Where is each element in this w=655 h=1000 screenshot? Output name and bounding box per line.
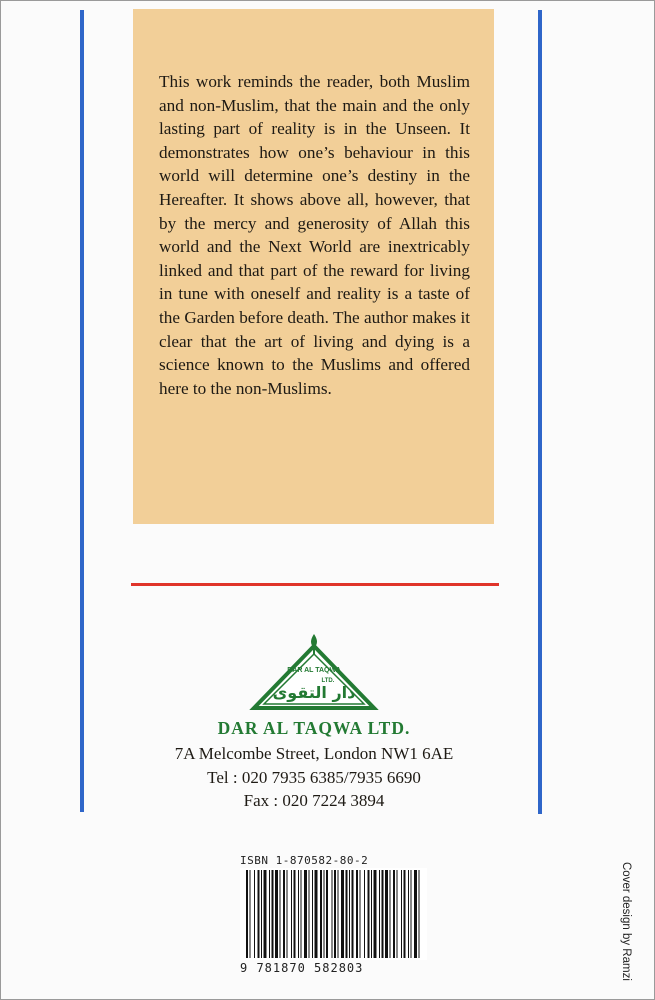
barcode-bar — [269, 870, 270, 958]
barcode-bar — [341, 870, 344, 958]
barcode-bar — [390, 870, 391, 958]
barcode-bar — [374, 870, 377, 958]
blurb-text: This work reminds the reader, both Muslim and non-Muslim, that the main and the only lasting part of reality is in the Unseen. It demonstrates how one’s behaviour in this world will determine one’s destiny in the Hereafter. It shows above all, however, that by the mercy and generosity of Allah this world and the Next World are inextricably linked and that part of the reward for living in tune with oneself and reality is a taste of the Garden before death. The author makes it clear that the art of living and dying is a science known to the Muslims and offered here to the non-Muslims. — [159, 72, 470, 398]
barcode-bar — [411, 870, 412, 958]
barcode-bar — [356, 870, 358, 958]
barcode-bar — [283, 870, 285, 958]
barcode-bar — [368, 870, 370, 958]
publisher-fax: Fax : 020 7224 3894 — [243, 791, 385, 810]
right-blue-rule — [538, 10, 542, 814]
barcode-bar — [301, 870, 302, 958]
barcode-bar — [371, 870, 372, 958]
isbn-label: ISBN 1-870582-80-2 — [240, 854, 369, 867]
barcode-bar — [280, 870, 281, 958]
barcode-bar — [364, 870, 365, 958]
logo-ltd-text: LTD. — [321, 678, 335, 684]
barcode-bar — [298, 870, 299, 958]
barcode-bar — [393, 870, 395, 958]
barcode-bar — [408, 870, 409, 958]
barcode-bar — [404, 870, 406, 958]
barcode-bar — [379, 870, 380, 958]
barcode-bar — [304, 870, 307, 958]
barcode-bar — [275, 870, 278, 958]
barcode-bar — [250, 870, 251, 958]
barcode-bar — [338, 870, 339, 958]
barcode-bar — [254, 870, 255, 958]
barcode-bar — [360, 870, 361, 958]
barcode-bar — [349, 870, 350, 958]
publisher-logo — [246, 632, 382, 714]
publisher-tel: Tel : 020 7935 6385/7935 6690 — [207, 768, 421, 787]
barcode-bar — [294, 870, 296, 958]
publisher-name: DAR AL TAQWA LTD. — [217, 718, 411, 738]
barcode-bar — [401, 870, 402, 958]
barcode-bar — [352, 870, 354, 958]
barcode-bar — [324, 870, 325, 958]
barcode-bar — [385, 870, 388, 958]
barcode-bar — [246, 870, 248, 958]
cover-design-credit: Cover design by Ramzi — [620, 862, 632, 981]
barcode-bar — [264, 870, 267, 958]
barcode-bar — [291, 870, 292, 958]
barcode-bar — [258, 870, 260, 958]
left-blue-rule — [80, 10, 84, 812]
logo-arabic-text: دار التقوى — [272, 683, 356, 702]
barcode-bar — [261, 870, 262, 958]
barcode-bar — [272, 870, 274, 958]
barcode-bar — [312, 870, 313, 958]
barcode-bar — [414, 870, 417, 958]
barcode-bar — [334, 870, 336, 958]
publisher-address: 7A Melcombe Street, London NW1 6AE — [174, 744, 454, 763]
logo-ring-text: DAR AL TAQWA — [287, 667, 341, 674]
barcode-bar — [382, 870, 384, 958]
barcode-bar — [397, 870, 398, 958]
barcode-bar — [332, 870, 333, 958]
barcode-bar — [309, 870, 310, 958]
barcode-bar — [419, 870, 420, 958]
barcode-bar — [315, 870, 318, 958]
barcode-bar — [346, 870, 348, 958]
barcode-bar — [320, 870, 322, 958]
red-divider — [131, 583, 499, 586]
barcode-bar — [287, 870, 288, 958]
barcode-digits: 9 781870 582803 — [240, 961, 364, 975]
barcode-bar — [326, 870, 328, 958]
barcode — [240, 868, 427, 960]
